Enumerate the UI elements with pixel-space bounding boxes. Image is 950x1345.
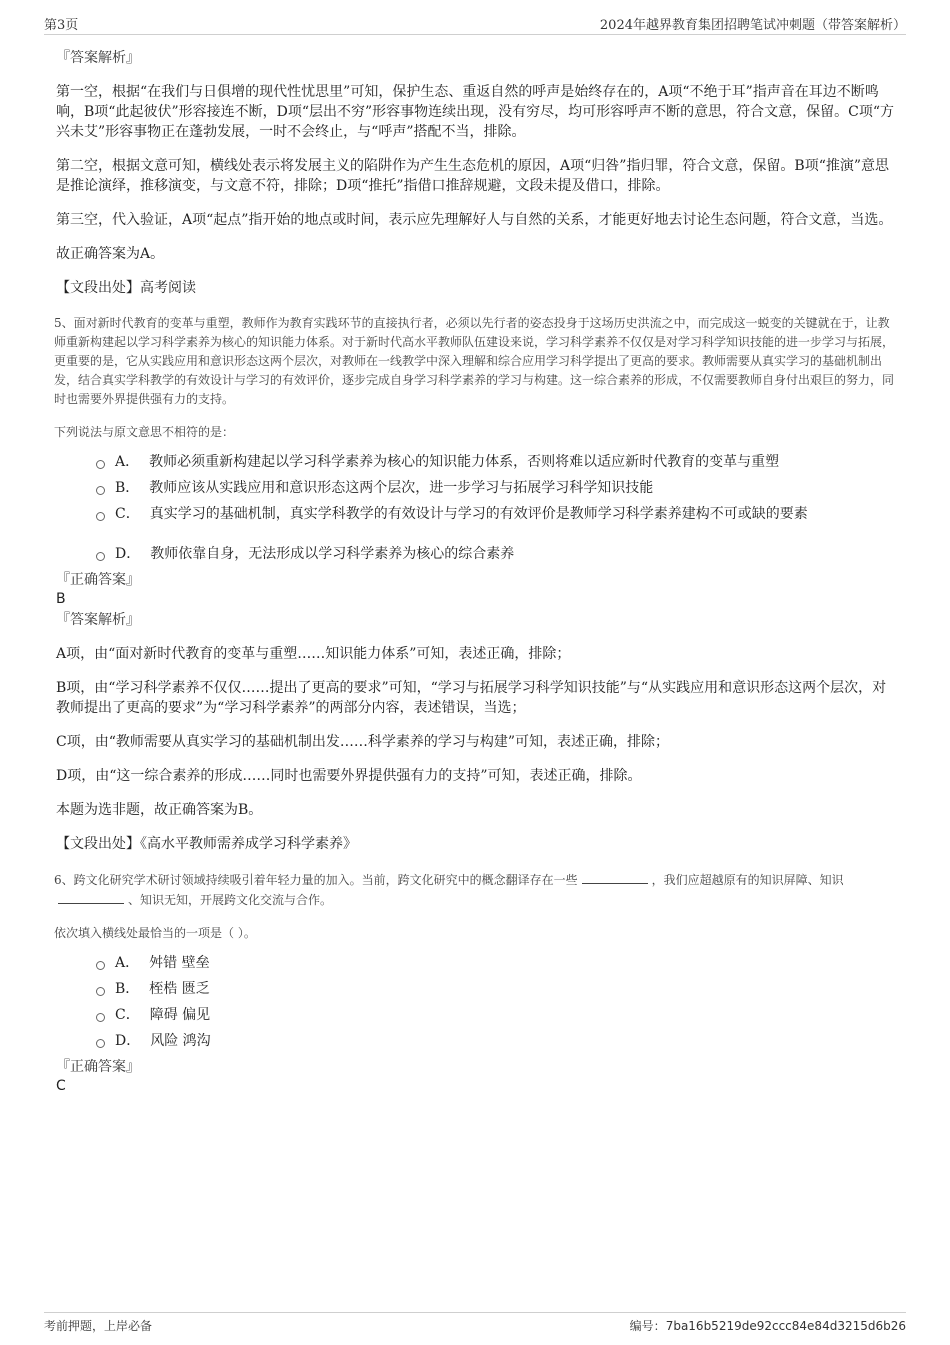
option-letter: C． <box>115 1007 140 1023</box>
correct-answer: C <box>56 1078 66 1094</box>
option-b[interactable] <box>96 979 896 999</box>
fill-blank <box>58 890 124 904</box>
radio-button-icon[interactable] <box>96 961 105 970</box>
option-letter: D． <box>115 546 141 562</box>
option-letter: A． <box>115 955 140 971</box>
page-number: 第3页 <box>44 18 79 33</box>
option-c[interactable] <box>96 1005 896 1025</box>
option-d[interactable] <box>96 544 896 564</box>
document-title: 2024年越界教育集团招聘笔试冲刺题（带答案解析） <box>599 18 906 33</box>
option-text: 风险 鸿沟 <box>150 1033 211 1049</box>
radio-button-icon[interactable] <box>96 1013 105 1022</box>
analysis-paragraph: A项，由“面对新时代教育的变革与重塑……知识能力体系”可知，表述正确，排除； <box>56 646 571 662</box>
option-text: 教师必须重新构建起以学习科学素养为核心的知识能力体系，否则将难以适应新时代教育的变革与重塑 <box>149 454 780 470</box>
radio-button-icon[interactable] <box>96 552 105 561</box>
option-d[interactable] <box>96 1031 896 1051</box>
radio-button-icon[interactable] <box>96 1039 105 1048</box>
question-5-options <box>96 452 896 564</box>
radio-button-icon[interactable] <box>96 486 105 495</box>
analysis-tag: 『答案解析』 <box>56 50 140 66</box>
source-citation: 【文段出处】《高水平教师需养成学习科学素养》 <box>56 836 357 852</box>
question-6-text-part: 6、跨文化研究学术研讨领域持续吸引着年轻力量的加入。当前，跨文化研究中的概念翻译存在一些 <box>54 873 578 887</box>
option-letter: C． <box>115 506 140 522</box>
option-c[interactable] <box>96 504 896 524</box>
code-value: 7ba16b5219de92ccc84e84d3215d6b26 <box>665 1319 906 1333</box>
source-citation: 【文段出处】高考阅读 <box>56 280 196 296</box>
option-a[interactable] <box>96 953 896 973</box>
analysis-paragraph: 第二空，根据文意可知，横线处表示将发展主义的陷阱作为产生生态危机的原因，A项“归咎”指归罪，符合文意，保留。B项“推演”意思是推论演绎，推移演变，与文意不符，排除；D项“推托”指借口推辞规避，文段未提及借口，排除。 <box>56 158 890 194</box>
question-6-options <box>96 953 896 1051</box>
option-text: 教师应该从实践应用和意识形态这两个层次，进一步学习与拓展学习科学知识技能 <box>149 480 654 496</box>
radio-button-icon[interactable] <box>96 460 105 469</box>
correct-answer-tag: 『正确答案』 <box>56 1059 140 1075</box>
question-6-text-part: 、知识无知，开展跨文化交流与合作。 <box>128 893 333 907</box>
option-letter: B． <box>115 981 140 997</box>
radio-button-icon[interactable] <box>96 512 105 521</box>
option-text: 桎梏 匮乏 <box>149 981 210 997</box>
analysis-tag: 『答案解析』 <box>56 612 140 628</box>
option-letter: B． <box>115 480 140 496</box>
page-header <box>44 12 906 35</box>
option-text: 舛错 壁垒 <box>149 955 210 971</box>
option-letter: A． <box>115 454 140 470</box>
analysis-paragraph: C项，由“教师需要从真实学习的基础机制出发……科学素养的学习与构建”可知，表述正确，排除； <box>56 734 670 750</box>
fill-blank <box>582 870 648 884</box>
option-b[interactable] <box>96 478 896 498</box>
option-letter: D． <box>115 1033 141 1049</box>
analysis-paragraph: 第三空，代入验证，A项“起点”指开始的地点或时间，表示应先理解好人与自然的关系，才能更好地去讨论生态问题，符合文意，当选。 <box>56 212 893 228</box>
question-6-text-part: ，我们应超越原有的知识屏障、知识 <box>651 873 844 887</box>
question-5-prompt: 下列说法与原文意思不相符的是： <box>54 425 235 439</box>
analysis-paragraph: B项，由“学习科学素养不仅仅……提出了更高的要求”可知，“学习与拓展学习科学知识技能”与“从实践应用和意识形态这两个层次，对教师提出了更高的要求”为“学习科学素养”的两部分内容，表述错误，当选； <box>56 680 887 716</box>
analysis-conclusion: 故正确答案为A。 <box>56 246 165 262</box>
analysis-paragraph: 第一空，根据“在我们与日俱增的现代性忧思里”可知，保护生态、重返自然的呼声是始终存在的，A项“不绝于耳”指声音在耳边不断鸣响，B项“此起彼伏”形容接连不断，D项“层出不穷”形容事物连续出现，没有穷尽，均可形容呼声不断的意思，符合文意，保留。C项“方兴未艾”形容事物正在蓬勃发展，一时不会终止，与“呼声”搭配不当，排除。 <box>56 84 895 140</box>
option-text: 教师依靠自身，无法形成以学习科学素养为核心的综合素养 <box>150 546 515 562</box>
footer-slogan: 考前押题，上岸必备 <box>44 1319 153 1333</box>
analysis-conclusion: 本题为选非题，故正确答案为B。 <box>56 802 263 818</box>
correct-answer-tag: 『正确答案』 <box>56 572 140 588</box>
option-text: 障碍 偏见 <box>149 1007 211 1023</box>
code-label: 编号： <box>629 1319 666 1333</box>
correct-answer: B <box>56 591 66 607</box>
option-text: 真实学习的基础机制，真实学科教学的有效设计与学习的有效评价是教师学习科学素养建构不可或缺的要素 <box>149 506 808 522</box>
page-content <box>56 40 896 1095</box>
document-code <box>630 1317 906 1334</box>
option-a[interactable] <box>96 452 896 472</box>
page-footer <box>44 1312 906 1337</box>
question-6-text <box>54 870 896 910</box>
radio-button-icon[interactable] <box>96 987 105 996</box>
analysis-paragraph: D项，由“这一综合素养的形成……同时也需要外界提供强有力的支持”可知，表述正确，排除。 <box>56 768 642 784</box>
question-5-text: 5、面对新时代教育的变革与重塑，教师作为教育实践环节的直接执行者，必须以先行者的姿态投身于这场历史洪流之中，而完成这一蜕变的关键就在于，让教师重新构建起以学习科学素养为核心的知识能力体系。对于新时代高水平教师队伍建设来说，学习科学素养不仅仅是对学习科学知识技能的进一步学习与拓展，更重要的是，它从实践应用和意识形态这两个层次，对教师在一线教学中深入理解和综合应用学习科学提出了更高的要求。教师需要从真实学习的基础机制出发，结合真实学科教学的有效设计与学习的有效评价，逐步完成自身学习科学素养的学习与构建。这一综合素养的形成，不仅需要教师自身付出艰巨的努力，同时也需要外界提供强有力的支持。 <box>54 316 895 406</box>
question-6-prompt: 依次填入横线处最恰当的一项是（ ）。 <box>54 926 256 940</box>
